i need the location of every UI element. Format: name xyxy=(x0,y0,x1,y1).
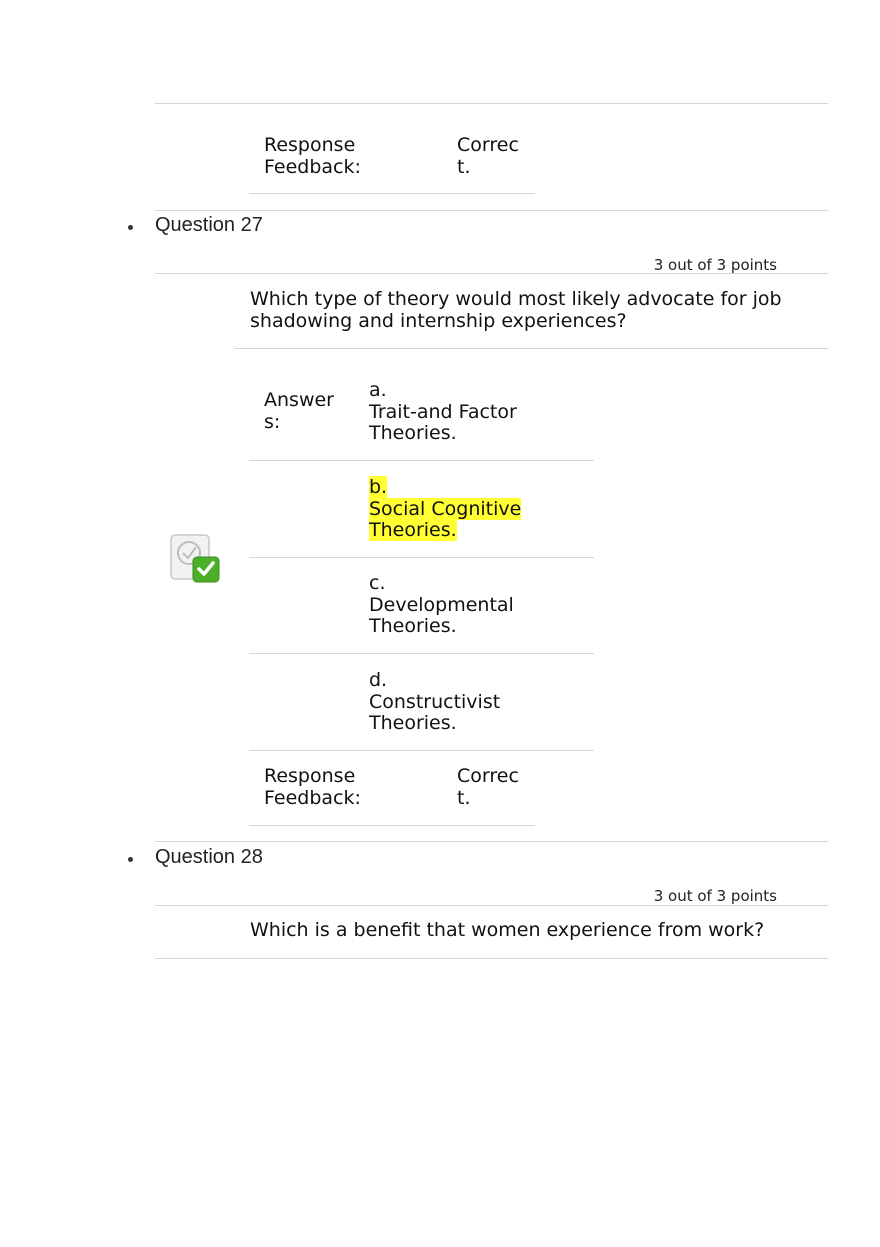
answer-option-c xyxy=(369,573,589,638)
divider xyxy=(249,825,535,826)
divider xyxy=(155,210,828,211)
response-feedback-label: Response Feedback: xyxy=(264,134,361,178)
list-bullet xyxy=(128,857,133,862)
option-letter: c. xyxy=(369,572,386,594)
answers-label: Answer s: xyxy=(264,389,334,433)
option-text: Trait-and Factor Theories. xyxy=(369,400,517,444)
answer-option-d xyxy=(369,670,589,735)
question-27-points: 3 out of 3 points xyxy=(653,256,777,274)
divider xyxy=(249,193,535,194)
response-feedback-value: Correc t. xyxy=(457,765,519,809)
option-text: Constructivist Theories. xyxy=(369,690,501,734)
response-feedback-value: Correc t. xyxy=(457,134,519,178)
option-text: Social Cognitive Theories. xyxy=(369,497,522,541)
answer-option-a xyxy=(369,380,589,445)
question-28-points: 3 out of 3 points xyxy=(653,887,777,905)
divider xyxy=(249,750,594,751)
divider xyxy=(155,905,828,906)
divider xyxy=(249,460,594,461)
answer-option-b xyxy=(369,477,539,542)
list-bullet xyxy=(128,225,133,230)
response-feedback-label: Response Feedback: xyxy=(264,765,361,809)
divider xyxy=(234,348,828,349)
correct-check-icon xyxy=(169,533,221,585)
question-28-prompt: Which is a benefit that women experience from work? xyxy=(250,919,765,941)
divider xyxy=(155,103,828,104)
option-letter: d. xyxy=(369,669,388,691)
question-27-title: Question 27 xyxy=(155,214,263,236)
divider xyxy=(155,841,828,842)
divider xyxy=(155,958,828,959)
divider xyxy=(249,557,594,558)
question-28-title: Question 28 xyxy=(155,846,263,868)
option-text: Developmental Theories. xyxy=(369,593,514,637)
divider xyxy=(249,653,594,654)
option-letter: b. xyxy=(369,476,388,498)
option-letter: a. xyxy=(369,379,387,401)
question-27-prompt: Which type of theory would most likely advocate for job shadowing and internship experiences? xyxy=(250,288,782,332)
divider xyxy=(155,273,828,274)
